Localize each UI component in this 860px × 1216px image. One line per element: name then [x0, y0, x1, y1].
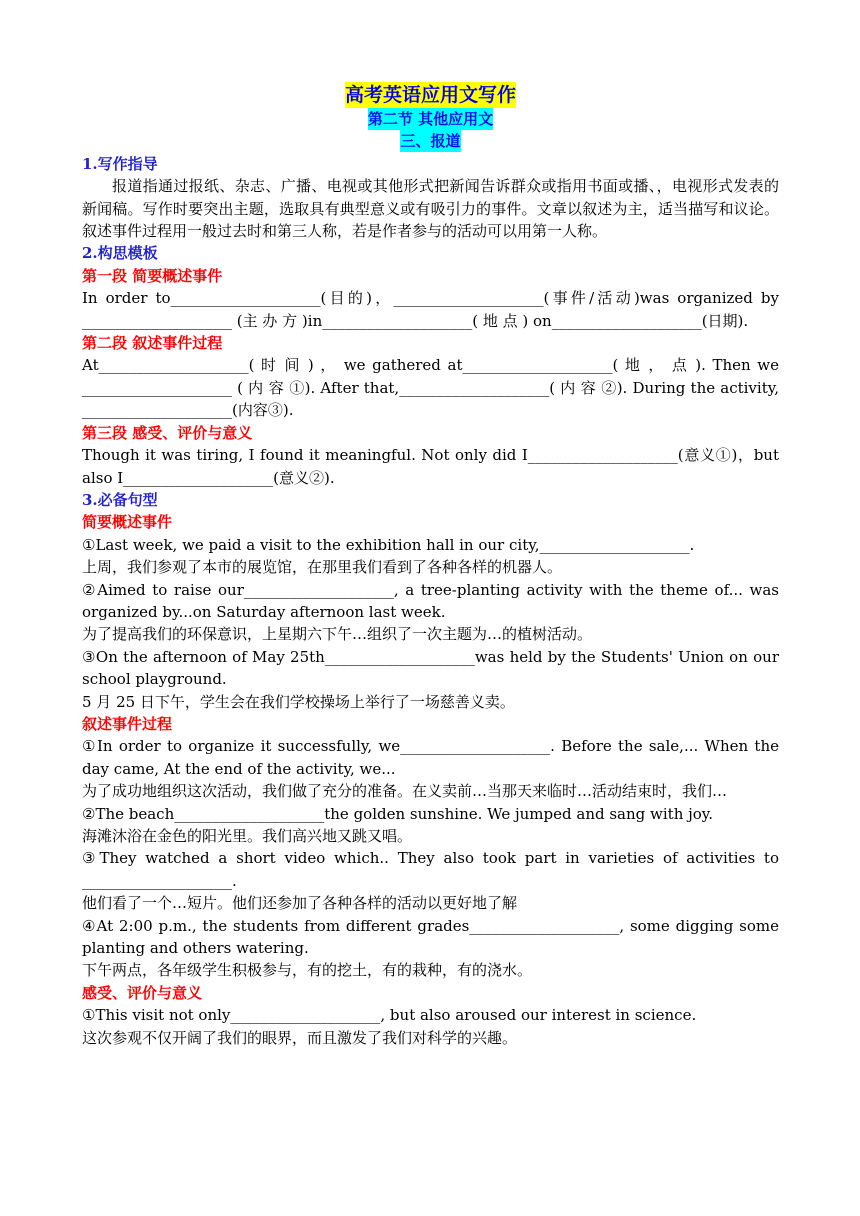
sentence-line: ①In order to organize it successfully, we____________________. Before the sale,... When the day came, At the end of the activity, we... — [82, 737, 779, 778]
paragraph2-heading: 第二段 叙述事件过程 — [82, 334, 223, 353]
sentence-line: ②The beach____________________the golden sunshine. We jumped and sang with joy. — [82, 804, 714, 823]
paragraph1-heading: 第一段 简要概述事件 — [82, 266, 223, 285]
document-title: 高考英语应用文写作 — [344, 84, 516, 106]
guide-heading: 1.写作指导 — [82, 154, 158, 173]
paragraph1-text: In order to____________________(目的)，____________________(事件/活动)was organized by ____________________ (主 办 方 )in____________________( 地 点 ) on____________________(日期). — [82, 289, 779, 330]
group2-heading: 叙述事件过程 — [82, 714, 173, 733]
translation-line: 上周，我们参观了本市的展览馆，在那里我们看到了各种各样的机器人。 — [82, 558, 563, 577]
sentence-line: ③On the afternoon of May 25th____________________was held by the Students' Union on our school playground. — [82, 647, 779, 689]
paragraph3-text: Though it was tiring, I found it meaningful. Not only did I____________________(意义①)，but also I____________________(意义②). — [82, 446, 779, 487]
title-block — [82, 82, 779, 153]
sentence-line: ②Aimed to raise our____________________, a tree-planting activity with the theme of... was organized by...on Saturday afternoon last week. — [82, 580, 779, 621]
translation-line: 5 月 25 日下午，学生会在我们学校操场上举行了一场慈善义卖。 — [82, 692, 515, 711]
document-page — [82, 82, 779, 1049]
sentence-line: ③They watched a short video which.. They also took part in varieties of activities to ____________________. — [82, 849, 779, 890]
translation-line: 为了提高我们的环保意识，上星期六下午…组织了一次主题为…的植树活动。 — [82, 625, 593, 644]
group1-heading: 简要概述事件 — [82, 513, 173, 532]
section-title: 第二节 其他应用文 — [367, 110, 494, 128]
guide-text: 报道指通过报纸、杂志、广播、电视或其他形式把新闻告诉群众或指用书面或播、，电视形式发表的新闻稿。写作时要突出主题，选取具有典型意义或有吸引力的事件。文章以叙述为主，适当描写和议论。叙述事件过程用一般过去时和第三人称，若是作者参与的活动可以用第一人称。 — [82, 177, 779, 241]
group3-heading: 感受、评价与意义 — [82, 983, 203, 1002]
translation-line: 为了成功地组织这次活动，我们做了充分的准备。在义卖前…当那天来临时…活动结束时，我们… — [82, 782, 728, 801]
translation-line: 他们看了一个…短片。他们还参加了各种各样的活动以更好地了解 — [82, 894, 518, 913]
translation-line: 海滩沐浴在金色的阳光里。我们高兴地又跳又唱。 — [82, 827, 413, 845]
translation-line: 这次参观不仅开阔了我们的眼界，而且激发了我们对科学的兴趣。 — [82, 1028, 518, 1047]
sentences-heading: 3.必备句型 — [82, 490, 158, 509]
sentence-line: ④At 2:00 p.m., the students from different grades____________________, some digging some planting and others watering. — [82, 916, 779, 958]
translation-line: 下午两点，各年级学生积极参与，有的挖土，有的栽种，有的浇水。 — [82, 961, 533, 980]
paragraph2-text: At____________________( 时 间 ) ， we gathered at____________________( 地 ， 点 ). Then we ____________________ ( 内 容 ①). After that,____________________( 内 容 ②). During the activity, ____________________(内容③). — [82, 356, 779, 420]
subsection-title: 三、报道 — [400, 132, 461, 151]
sentence-line: ①This visit not only____________________, but also aroused our interest in science. — [82, 1006, 697, 1025]
sentence-line: ①Last week, we paid a visit to the exhibition hall in our city,____________________. — [82, 535, 695, 554]
template-heading: 2.构思模板 — [82, 244, 158, 263]
paragraph3-heading: 第三段 感受、评价与意义 — [82, 423, 253, 442]
